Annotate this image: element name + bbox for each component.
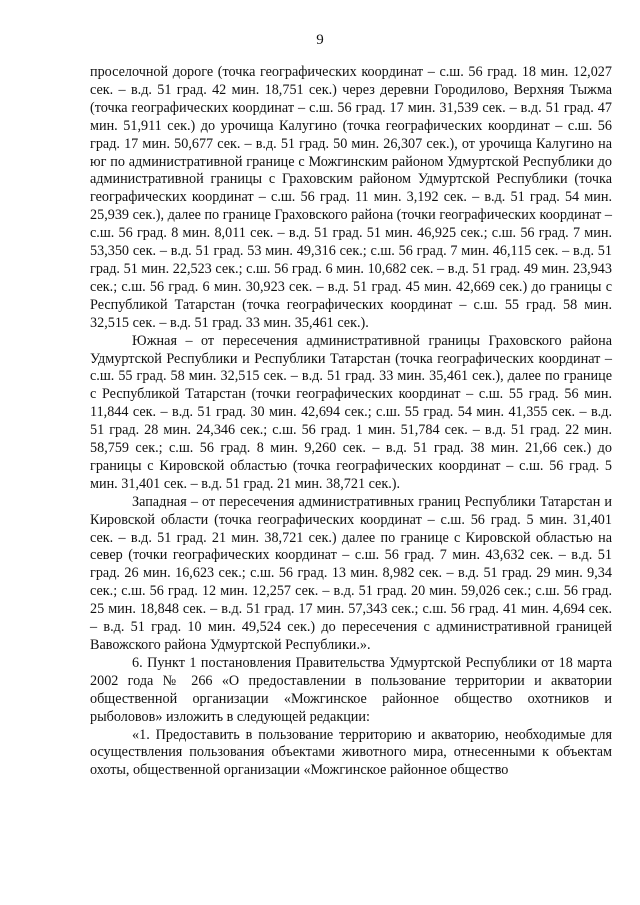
paragraph-quoted-item-1: «1. Предоставить в пользование территорию и акваторию, необходимые для осуществления пользования объектами животного мира, отнесенными к объектам охоты, общественной организации «Можгинское районное общество [90,726,612,779]
document-body [90,64,612,780]
paragraph-west-border: Западная – от пересечения административных границ Республики Татарстан и Кировской области (точка географических координат – с.ш. 56 град. 5 мин. 31,401 сек. – в.д. 51 град. 21 мин. 38,721 сек.) далее по границе с Кировской областью на север (точки географических координат – с.ш. 56 град. 7 мин. 43,632 сек. – в.д. 51 град. 26 мин. 16,623 сек.; с.ш. 56 град. 13 мин. 8,982 сек. – в.д. 51 град. 29 мин. 9,34 сек.; с.ш. 56 град. 12 мин. 12,257 сек. – в.д. 51 град. 20 мин. 59,026 сек.; с.ш. 56 град. 25 мин. 18,848 сек. – в.д. 51 град. 17 мин. 57,343 сек.; с.ш. 56 град. 41 мин. 4,694 сек. – в.д. 51 град. 10 мин. 49,524 сек.) до пересечения с административной границей Вавожского района Удмуртской Республики.». [90,493,612,653]
paragraph-south-border: Южная – от пересечения административной границы Граховского района Удмуртской Республики и Республики Татарстан (точка географических координат – с.ш. 55 град. 58 мин. 32,515 сек. – в.д. 51 град. 33 мин. 35,461 сек.), далее по границе с Республикой Татарстан (точки географических координат – с.ш. 55 град. 56 мин. 11,844 сек. – в.д. 51 град. 30 мин. 42,694 сек.; с.ш. 55 град. 54 мин. 41,355 сек. – в.д. 51 град. 28 мин. 24,346 сек.; с.ш. 56 град. 1 мин. 51,784 сек. – в.д. 51 град. 22 мин. 58,759 сек.; с.ш. 56 град. 8 мин. 9,260 сек. – в.д. 51 град. 38 мин. 21,66 сек.) до границы с Кировской областью (точка географических координат – с.ш. 56 град. 5 мин. 31,401 сек. – в.д. 51 град. 21 мин. 38,721 сек.). [90,332,612,492]
paragraph-continuation: проселочной дороге (точка географических координат – с.ш. 56 град. 18 мин. 12,027 сек. – в.д. 51 град. 42 мин. 18,751 сек.) через деревни Городилово, Верхняя Тыжма (точка географических координат – с.ш. 56 град. 17 мин. 31,539 сек. – в.д. 51 град. 47 мин. 51,911 сек.) до урочища Калугино (точка географических координат – с.ш. 56 град. 17 мин. 50,677 сек. – в.д. 51 град. 50 мин. 26,307 сек.), от урочища Калугино на юг по административной границе с Можгинским районом Удмуртской Республики до административной границы с Граховским районом Удмуртской Республики (точка географических координат – с.ш. 56 град. 11 мин. 3,192 сек. – в.д. 51 град. 54 мин. 25,939 сек.), далее по границе Граховского района (точки географических координат – с.ш. 56 град. 8 мин. 8,011 сек. – в.д. 51 град. 51 мин. 46,925 сек.; с.ш. 56 град. 7 мин. 53,350 сек. – в.д. 51 град. 53 мин. 49,316 сек.; с.ш. 56 град. 7 мин. 46,115 сек. – в.д. 51 град. 51 мин. 22,523 сек.; с.ш. 56 град. 6 мин. 10,682 сек. – в.д. 51 град. 49 мин. 23,943 сек.; с.ш. 56 град. 6 мин. 30,923 сек. – в.д. 51 град. 45 мин. 42,669 сек.) до границы с Республикой Татарстан (точка географических координат – с.ш. 55 град. 58 мин. 32,515 сек. – в.д. 51 град. 33 мин. 35,461 сек.). [90,64,612,331]
paragraph-item-6: 6. Пункт 1 постановления Правительства Удмуртской Республики от 18 марта 2002 года № 266 «О предоставлении в пользование территории и акватории общественной организации «Можгинское районное общество охотников и рыболовов» изложить в следующей редакции: [90,654,612,725]
page-number: 9 [316,32,324,48]
